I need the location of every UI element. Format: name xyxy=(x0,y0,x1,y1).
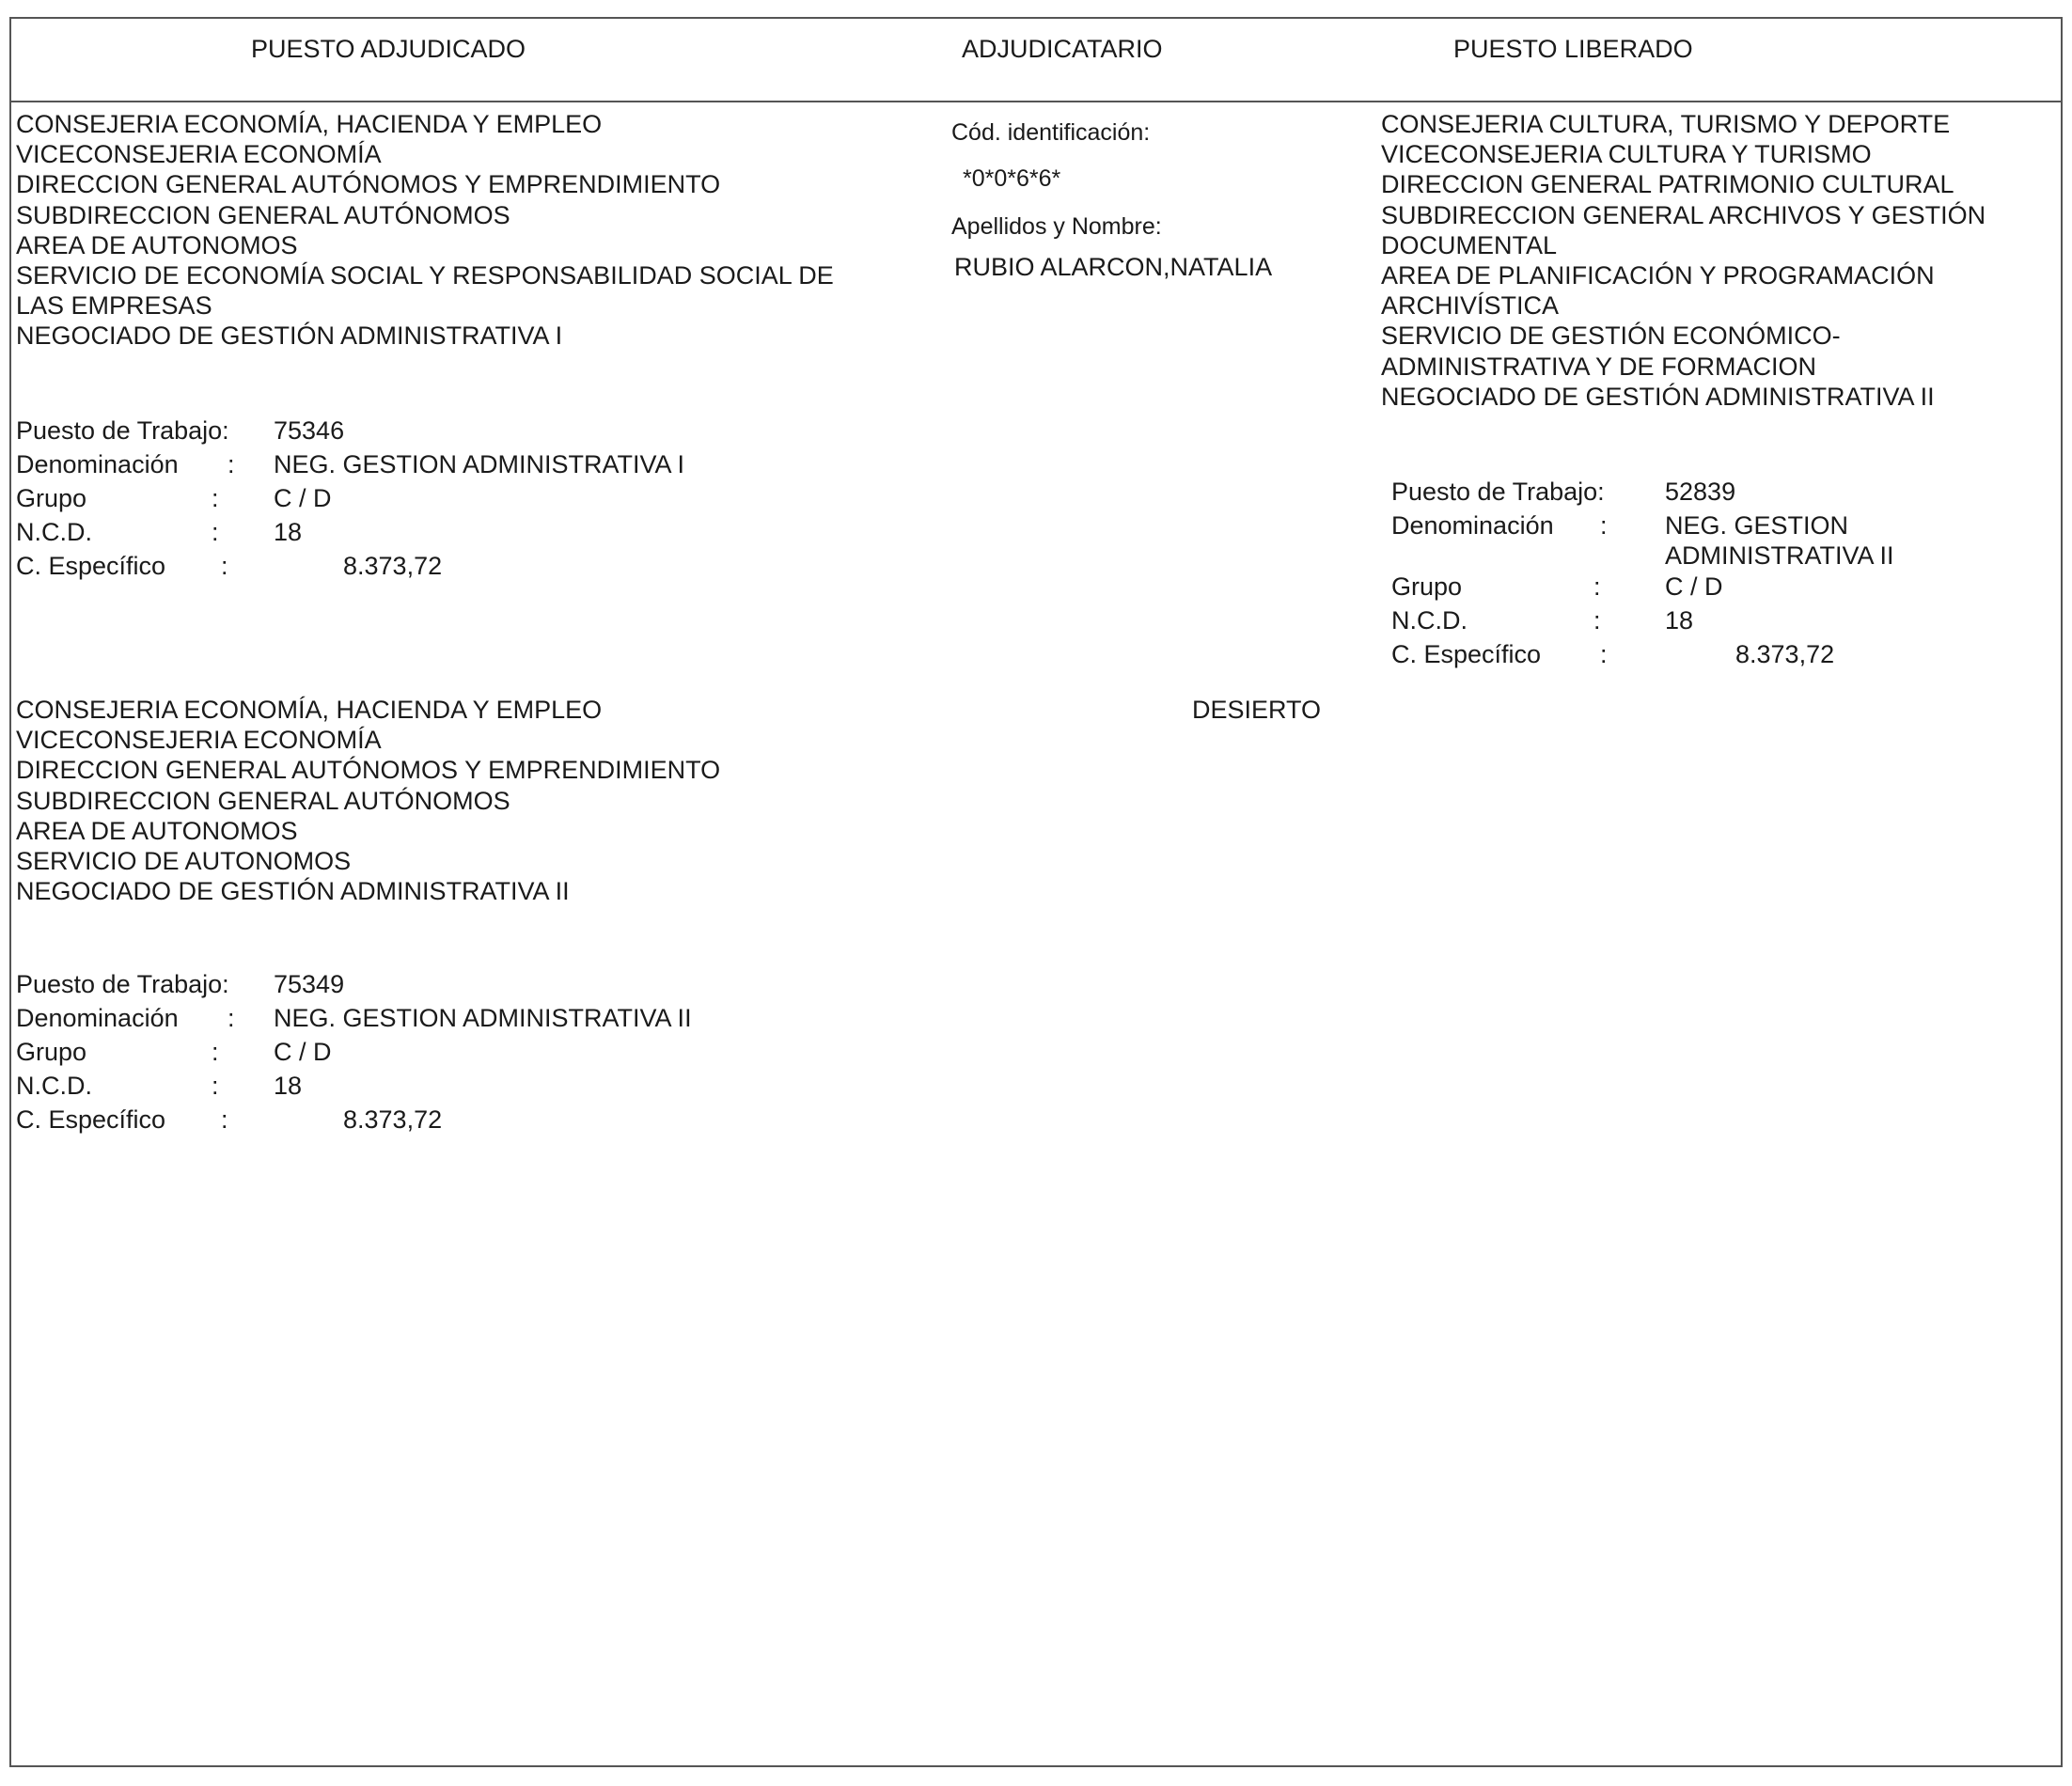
header-divider xyxy=(9,101,2063,102)
field-colon: : xyxy=(1600,511,1608,540)
org-line: SERVICIO DE ECONOMÍA SOCIAL Y RESPONSABILIDAD SOCIAL DE xyxy=(16,261,834,290)
field-label: C. Específico xyxy=(16,552,166,580)
field-value: 8.373,72 xyxy=(343,1105,443,1134)
field-value: ADMINISTRATIVA II xyxy=(1665,541,1894,570)
org-line: SUBDIRECCION GENERAL ARCHIVOS Y GESTIÓN xyxy=(1381,200,1986,229)
field-label: Puesto de Trabajo: xyxy=(16,970,229,998)
field-label: Denominación xyxy=(1391,511,1554,540)
field-colon: : xyxy=(221,552,228,580)
field-label: N.C.D. xyxy=(16,518,92,546)
org-line: SUBDIRECCION GENERAL AUTÓNOMOS xyxy=(16,200,510,229)
field-value: 18 xyxy=(1665,606,1694,634)
field-value: 52839 xyxy=(1665,478,1736,506)
org-line: NEGOCIADO DE GESTIÓN ADMINISTRATIVA II xyxy=(16,877,570,906)
org-line: ARCHIVÍSTICA xyxy=(1381,291,1560,321)
field-colon: : xyxy=(212,1038,219,1066)
field-denominacion xyxy=(1391,511,2049,572)
row1-adjudicado-organization xyxy=(16,109,834,352)
org-line: ADMINISTRATIVA Y DE FORMACION xyxy=(1381,352,1817,381)
field-grupo xyxy=(16,484,768,518)
org-line: CONSEJERIA CULTURA, TURISMO Y DEPORTE xyxy=(1381,110,1951,138)
org-line: VICECONSEJERIA CULTURA Y TURISMO xyxy=(1381,140,1872,169)
row1-liberado-organization xyxy=(1381,109,1986,412)
field-value: C / D xyxy=(274,1038,332,1066)
org-line: DIRECCION GENERAL AUTÓNOMOS Y EMPRENDIMIENTO xyxy=(16,170,721,199)
field-value: NEG. GESTION ADMINISTRATIVA I xyxy=(274,450,685,478)
field-puesto-trabajo xyxy=(16,416,768,450)
org-line: VICECONSEJERIA ECONOMÍA xyxy=(16,726,382,755)
field-label: C. Específico xyxy=(16,1105,166,1134)
field-ncd xyxy=(16,518,768,552)
cod-identificacion-value: *0*0*6*6* xyxy=(963,165,1061,192)
apellidos-nombre-label: Apellidos y Nombre: xyxy=(951,213,1162,240)
cod-identificacion-label: Cód. identificación: xyxy=(951,119,1151,146)
field-colon: : xyxy=(212,518,219,546)
apellidos-nombre-value: RUBIO ALARCON,NATALIA xyxy=(954,253,1273,281)
org-line: AREA DE AUTONOMOS xyxy=(16,816,298,845)
field-colon: : xyxy=(1593,572,1601,601)
field-value: 75349 xyxy=(274,970,345,998)
org-line: DIRECCION GENERAL AUTÓNOMOS Y EMPRENDIMIENTO xyxy=(16,756,721,785)
field-colon: : xyxy=(228,450,235,478)
desierto-status: DESIERTO xyxy=(1192,696,1322,724)
field-value: NEG. GESTION ADMINISTRATIVA II xyxy=(274,1004,692,1032)
field-colon: : xyxy=(221,1105,228,1134)
field-label: Grupo xyxy=(1391,572,1463,601)
org-line: AREA DE AUTONOMOS xyxy=(16,230,298,259)
field-especifico xyxy=(16,1105,768,1139)
field-value: NEG. GESTION xyxy=(1665,511,1849,540)
org-line: NEGOCIADO DE GESTIÓN ADMINISTRATIVA II xyxy=(1381,382,1935,411)
field-label: N.C.D. xyxy=(16,1072,92,1100)
field-label: Grupo xyxy=(16,1038,87,1066)
field-especifico xyxy=(16,552,768,586)
org-line: LAS EMPRESAS xyxy=(16,291,212,321)
org-line: NEGOCIADO DE GESTIÓN ADMINISTRATIVA I xyxy=(16,321,563,351)
field-value: 8.373,72 xyxy=(343,552,443,580)
column-header-adjudicatario: ADJUDICATARIO xyxy=(962,35,1163,63)
field-value: C / D xyxy=(274,484,332,512)
row1-adjudicado-fields xyxy=(16,416,768,586)
field-colon: : xyxy=(228,1004,235,1032)
field-ncd xyxy=(1391,606,2049,640)
field-puesto-trabajo xyxy=(1391,478,2049,511)
field-colon: : xyxy=(212,1072,219,1100)
org-line: SUBDIRECCION GENERAL AUTÓNOMOS xyxy=(16,786,510,815)
org-line: SERVICIO DE GESTIÓN ECONÓMICO- xyxy=(1381,321,1841,351)
org-line: CONSEJERIA ECONOMÍA, HACIENDA Y EMPLEO xyxy=(16,110,603,138)
field-colon: : xyxy=(1600,640,1608,668)
column-header-puesto-liberado: PUESTO LIBERADO xyxy=(1453,35,1693,63)
org-line: CONSEJERIA ECONOMÍA, HACIENDA Y EMPLEO xyxy=(16,696,603,724)
org-line: VICECONSEJERIA ECONOMÍA xyxy=(16,140,382,169)
field-label: Grupo xyxy=(16,484,87,512)
field-label: C. Específico xyxy=(1391,640,1542,668)
org-line: SERVICIO DE AUTONOMOS xyxy=(16,847,352,876)
field-denominacion xyxy=(16,1004,768,1038)
row1-liberado-fields xyxy=(1391,478,2049,674)
field-ncd xyxy=(16,1072,768,1105)
field-label: Denominación xyxy=(16,1004,179,1032)
field-value: 18 xyxy=(274,1072,303,1100)
field-grupo xyxy=(1391,572,2049,606)
field-especifico xyxy=(1391,640,2049,674)
column-header-puesto-adjudicado: PUESTO ADJUDICADO xyxy=(251,35,526,63)
field-label: Denominación xyxy=(16,450,179,478)
field-value: 18 xyxy=(274,518,303,546)
org-line: DOCUMENTAL xyxy=(1381,230,1558,259)
row2-adjudicado-fields xyxy=(16,970,768,1139)
field-value: C / D xyxy=(1665,572,1723,601)
field-label: Puesto de Trabajo: xyxy=(1391,478,1605,506)
field-value: 8.373,72 xyxy=(1735,640,1835,668)
field-value: 75346 xyxy=(274,416,345,445)
field-colon: : xyxy=(1593,606,1601,634)
field-label: N.C.D. xyxy=(1391,606,1468,634)
field-denominacion xyxy=(16,450,768,484)
row2-adjudicado-organization xyxy=(16,695,720,906)
org-line: DIRECCION GENERAL PATRIMONIO CULTURAL xyxy=(1381,170,1954,199)
field-grupo xyxy=(16,1038,768,1072)
org-line: AREA DE PLANIFICACIÓN Y PROGRAMACIÓN xyxy=(1381,261,1935,290)
field-puesto-trabajo xyxy=(16,970,768,1004)
field-colon: : xyxy=(212,484,219,512)
field-label: Puesto de Trabajo: xyxy=(16,416,229,445)
